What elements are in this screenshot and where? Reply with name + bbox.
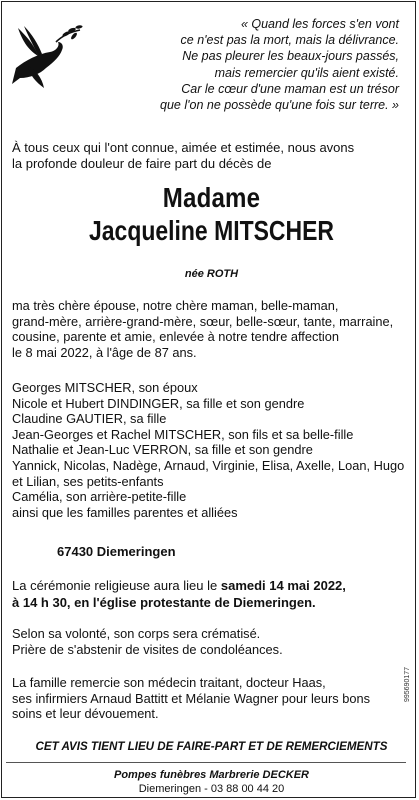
family-line: Claudine GAUTIER, sa fille (12, 411, 167, 427)
dove-icon (8, 22, 86, 92)
funeral-home-contact: Diemeringen - 03 88 00 44 20 (138, 783, 285, 795)
description-line: grand-mère, arrière-grand-mère, sœur, belle-sœur, tante, marraine, (12, 313, 394, 329)
family-line: Camélia, son arrière-petite-fille (12, 489, 187, 505)
thanks-line: La famille remercie son médecin traitant, docteur Haas, (12, 675, 326, 690)
ceremony-line (12, 577, 412, 594)
notice-statement: CET AVIS TIENT LIEU DE FAIRE-PART ET DE REMERCIEMENTS (35, 740, 388, 753)
intro-line: À tous ceux qui l'ont connue, aimée et estimée, nous avons (12, 140, 355, 155)
thanks-line: ses infirmiers Arnaud Battitt et Mélanie Wagner pour leurs bons (12, 690, 371, 706)
family-line: ainsi que les familles parentes et alliées (12, 504, 238, 520)
village: 67430 Diemeringen (57, 544, 176, 559)
quote-line: « Quand les forces s'en vont (240, 17, 399, 31)
wishes-line: Prière de s'abstenir de visites de condoléances. (12, 641, 283, 657)
quote-line: Car le cœur d'une maman est un trésor (181, 81, 399, 96)
thanks-line: soins et leur dévouement. (12, 706, 159, 722)
intro-line: la profonde douleur de faire part du décès de (12, 156, 272, 171)
ceremony-date: samedi 14 mai 2022, (220, 578, 346, 593)
maiden-name: née ROTH (184, 268, 239, 280)
deceased-title: Madame (162, 182, 261, 213)
funeral-home-name: Pompes funèbres Marbrerie DECKER (114, 769, 309, 781)
thanks (12, 675, 410, 722)
ceremony-pre: La cérémonie religieuse aura lieu le (12, 578, 221, 593)
quote-line: que l'on ne possède qu'une fois sur terre. » (160, 98, 399, 113)
quote-line: Ne pas pleurer les beaux-jours passés, (182, 49, 399, 64)
family-line: Nathalie et Jean-Luc VERRON, sa fille et son gendre (12, 442, 313, 458)
intro-text (12, 140, 407, 172)
wishes (12, 626, 410, 657)
quote-line: ce n'est pas la mort, mais la délivrance. (180, 33, 399, 48)
family-line: Georges MITSCHER, son époux (12, 380, 198, 395)
ceremony-place: à 14 h 30, en l'église protestante de Diemeringen. (12, 595, 316, 610)
funeral-home-footer (2, 768, 419, 796)
family-line: Jean-Georges et Rachel MITSCHER, son fils et sa belle-fille (12, 426, 354, 442)
description-line: ma très chère épouse, notre chère maman, belle-maman, (12, 298, 339, 313)
relationship-description (12, 298, 410, 360)
quote-line: mais remercier qu'ils aient existé. (214, 65, 399, 80)
footer-divider (6, 762, 406, 763)
obituary-notice (1, 1, 416, 798)
epitaph-quote (99, 16, 399, 113)
family-line: et Lilian, ses petits-enfants (12, 473, 164, 489)
family-line: Yannick, Nicolas, Nadège, Arnaud, Virginie, Elisa, Axelle, Loan, Hugo (12, 457, 405, 473)
deceased-name-block (2, 182, 419, 248)
family-list (12, 380, 410, 520)
reference-number: 995690177 (404, 666, 411, 702)
deceased-full-name: Jacqueline MITSCHER (89, 215, 334, 246)
description-line: le 8 mai 2022, à l'âge de 87 ans. (12, 344, 197, 360)
ceremony-info (12, 577, 412, 611)
description-line: cousine, parente et amie, enlevée à notre tendre affection (12, 329, 340, 345)
wishes-line: Selon sa volonté, son corps sera crématisé. (12, 626, 261, 641)
family-line: Nicole et Hubert DINDINGER, sa fille et son gendre (12, 395, 305, 411)
